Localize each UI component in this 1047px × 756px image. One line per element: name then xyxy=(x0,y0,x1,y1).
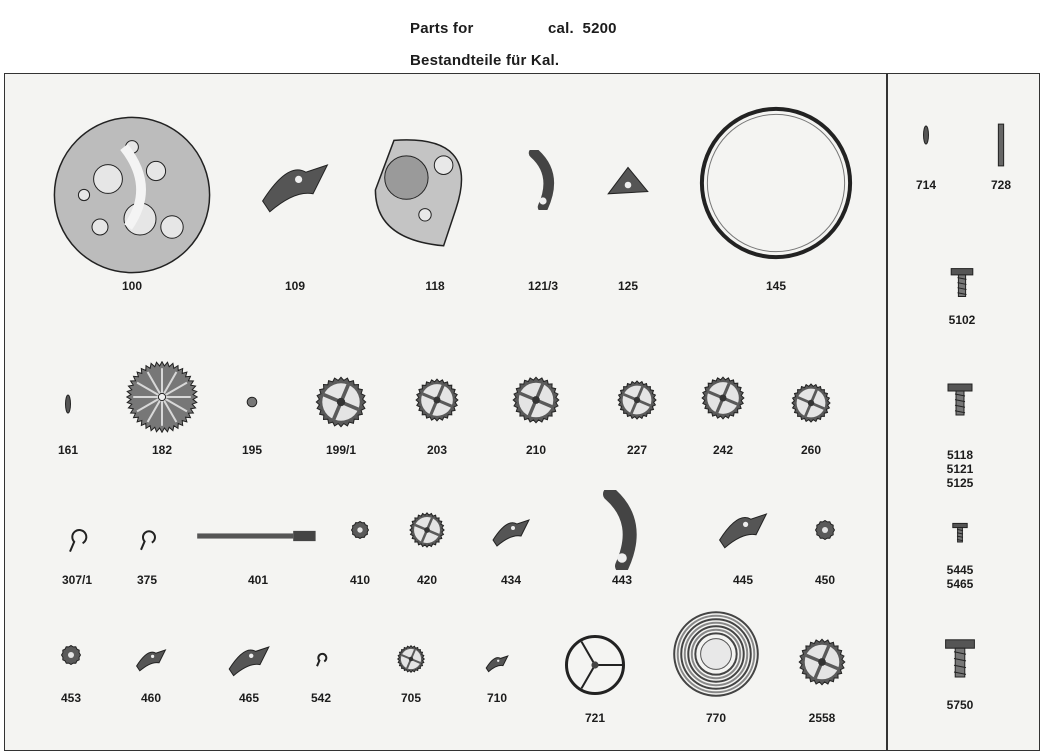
part-number-label: 307/1 xyxy=(61,573,93,587)
part-number-label: 242 xyxy=(712,443,734,457)
casing-ring-icon xyxy=(698,105,854,261)
part-number-label: 375 xyxy=(136,573,158,587)
spring-clip-icon xyxy=(63,525,91,553)
part-number-label: 410 xyxy=(349,573,371,587)
long-pin-icon xyxy=(979,123,1023,167)
screw-icon xyxy=(948,521,972,545)
part-number-label: 260 xyxy=(800,443,822,457)
bridge-arm-icon xyxy=(513,150,573,210)
part-number-label: 109 xyxy=(284,279,306,293)
mainspring-icon xyxy=(672,610,760,698)
part-number-label: 203 xyxy=(426,443,448,457)
part-number-label: 542 xyxy=(310,691,332,705)
part-number-label: 2558 xyxy=(808,711,836,725)
part-number-label: 420 xyxy=(416,573,438,587)
gear-wheel-icon xyxy=(798,638,846,686)
gear-wheel-icon xyxy=(415,378,459,422)
barrel-wheel-icon xyxy=(126,361,198,433)
spring-clip-icon xyxy=(135,527,159,551)
small-bridge-icon xyxy=(606,163,650,207)
gear-wheel-icon xyxy=(791,383,831,423)
bridge-plate-icon xyxy=(363,128,487,252)
part-number-label: 714 xyxy=(915,178,937,192)
part-number-label: 721 xyxy=(584,711,606,725)
part-number-label: 434 xyxy=(500,573,522,587)
lever-icon xyxy=(485,650,509,674)
bridge-arm-icon xyxy=(582,490,662,570)
lever-icon xyxy=(135,642,167,674)
balance-wheel-icon xyxy=(565,635,625,695)
gear-wheel-icon xyxy=(512,376,560,424)
part-number-label: 450 xyxy=(814,573,836,587)
part-number-label: 5445 5465 xyxy=(946,563,974,591)
part-number-label: 118 xyxy=(425,279,445,293)
lever-icon xyxy=(259,147,331,219)
screw-icon xyxy=(936,635,984,683)
part-number-label: 710 xyxy=(486,691,508,705)
part-number-label: 5102 xyxy=(948,313,976,327)
part-number-label: 195 xyxy=(241,443,263,457)
part-number-label: 100 xyxy=(121,279,143,293)
part-number-label: 453 xyxy=(60,691,82,705)
lever-icon xyxy=(491,510,531,550)
header-caliber: cal. 5200 xyxy=(548,20,617,37)
header-parts-for: Parts for xyxy=(410,20,474,37)
main-plate-icon xyxy=(52,115,212,275)
part-number-label: 145 xyxy=(765,279,787,293)
screw-icon xyxy=(940,380,980,420)
part-number-label: 125 xyxy=(617,279,639,293)
small-pin-icon xyxy=(58,394,78,414)
part-number-label: 161 xyxy=(57,443,79,457)
part-number-label: 705 xyxy=(400,691,422,705)
small-pin-icon xyxy=(916,125,936,145)
part-number-label: 199/1 xyxy=(325,443,357,457)
part-number-label: 728 xyxy=(990,178,1012,192)
screw-icon xyxy=(944,265,980,301)
part-number-label: 443 xyxy=(611,573,633,587)
part-number-label: 445 xyxy=(732,573,754,587)
part-number-label: 182 xyxy=(151,443,173,457)
part-number-label: 5118 5121 5125 xyxy=(946,448,974,490)
gear-wheel-icon xyxy=(409,512,445,548)
part-number-label: 210 xyxy=(525,443,547,457)
gear-wheel-icon xyxy=(397,645,425,673)
part-number-label: 227 xyxy=(626,443,648,457)
part-number-label: 401 xyxy=(247,573,269,587)
lever-icon xyxy=(717,501,769,553)
header-bestandteile: Bestandteile für Kal. xyxy=(410,52,560,69)
gear-wheel-icon xyxy=(617,380,657,420)
small-gear-icon xyxy=(815,520,835,540)
part-number-label: 5750 xyxy=(946,698,974,712)
part-number-label: 465 xyxy=(238,691,260,705)
spring-clip-icon xyxy=(313,651,329,667)
tiny-jewel-icon xyxy=(246,396,258,408)
small-gear-icon xyxy=(61,645,81,665)
part-number-label: 770 xyxy=(705,711,727,725)
gear-wheel-icon xyxy=(701,376,745,420)
part-number-label: 460 xyxy=(140,691,162,705)
lever-icon xyxy=(227,636,271,680)
gear-wheel-icon xyxy=(315,376,367,428)
small-gear-icon xyxy=(351,521,369,539)
part-number-label: 121/3 xyxy=(527,279,559,293)
